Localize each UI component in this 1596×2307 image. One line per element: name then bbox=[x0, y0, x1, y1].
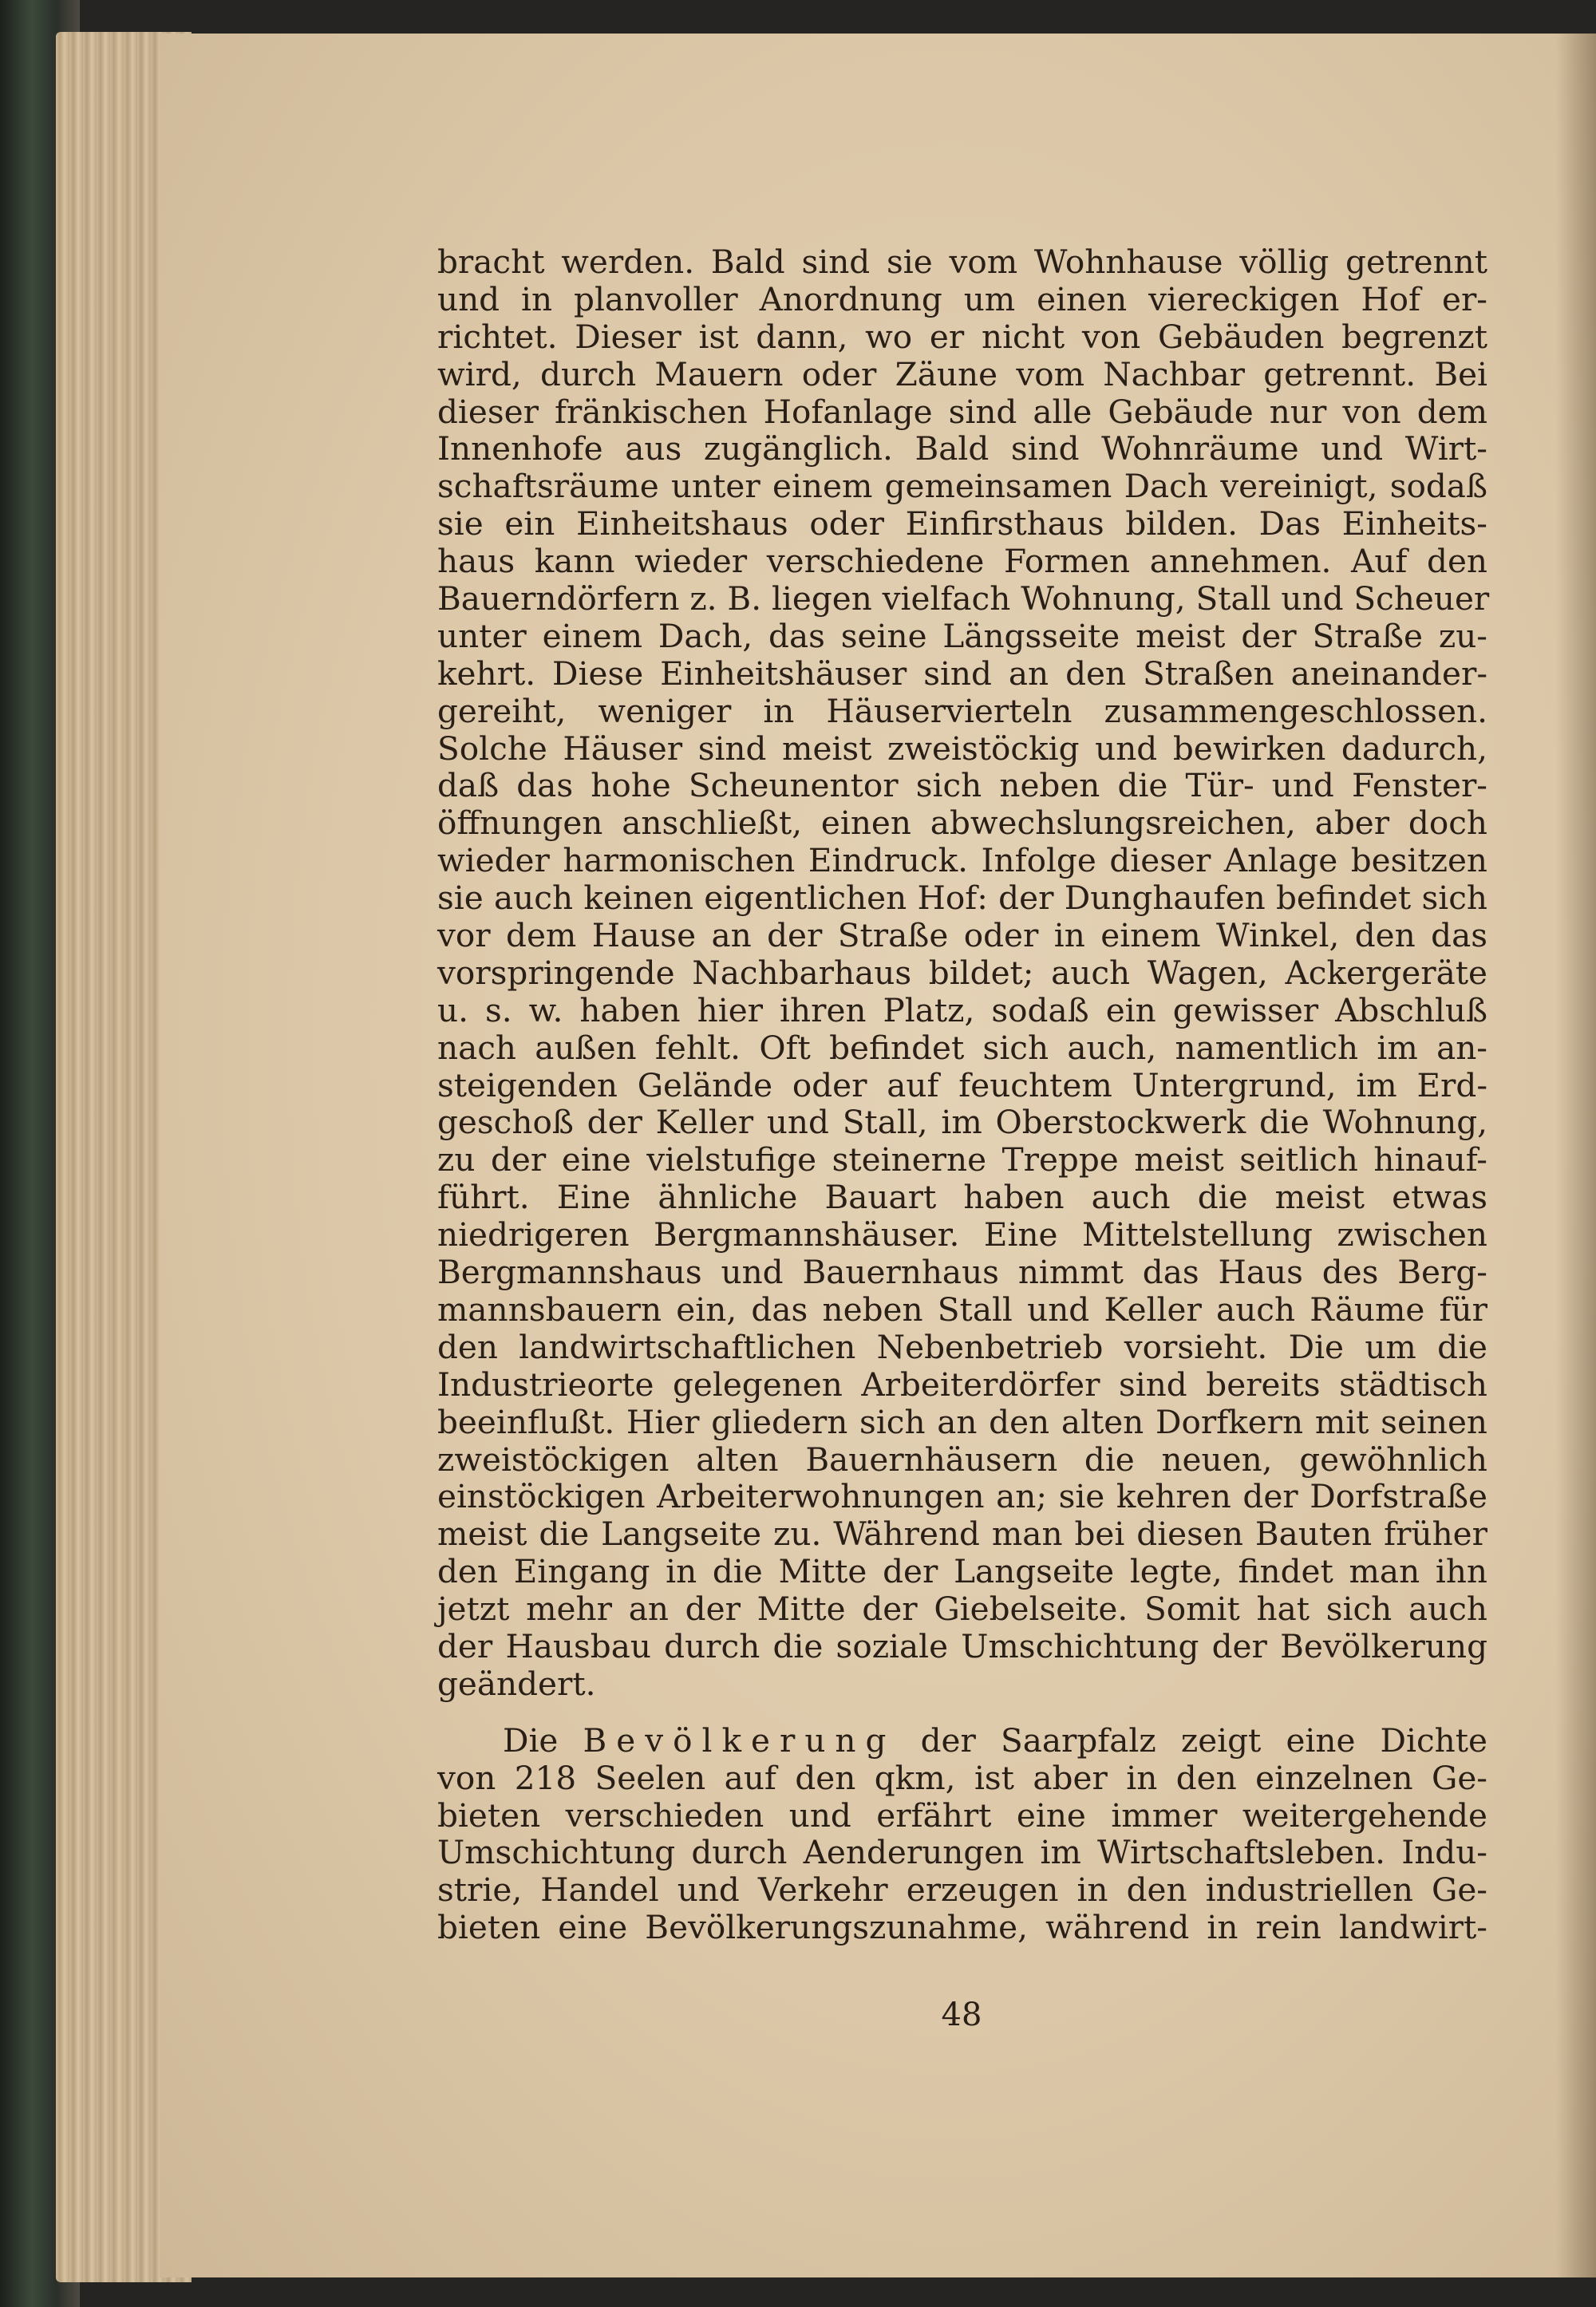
paragraph-first-line bbox=[437, 1722, 1487, 1760]
text-line: geändert. bbox=[437, 1664, 596, 1703]
text-line: nach außen fehlt. Oft befindet sich auch, namentlich im an- bbox=[437, 1028, 1487, 1067]
text-line: einstöckigen Arbeiterwohnungen an; sie kehren der Dorfstraße bbox=[437, 1477, 1487, 1516]
text-line: und in planvoller Anordnung um einen viereckigen Hof er- bbox=[437, 279, 1487, 318]
text-line: jetzt mehr an der Mitte der Giebelseite. Somit hat sich auch bbox=[437, 1590, 1487, 1629]
text-line: den landwirtschaftlichen Nebenbetrieb vorsieht. Die um die bbox=[437, 1327, 1487, 1366]
text-line: kehrt. Diese Einheitshäuser sind an den Straßen aneinander- bbox=[437, 654, 1487, 693]
text-line: öffnungen anschließt, einen abwechslungsreichen, aber doch bbox=[437, 804, 1487, 843]
page-number: 48 bbox=[941, 1997, 982, 2033]
text-line: mannsbauern ein, das neben Stall und Keller auch Räume für bbox=[437, 1290, 1487, 1329]
text-line: meist die Langseite zu. Während man bei diesen Bauten früher bbox=[437, 1515, 1487, 1554]
text-line: Umschichtung durch Aenderungen im Wirtschaftsleben. Indu- bbox=[437, 1833, 1487, 1872]
text-line: Industrieorte gelegenen Arbeiterdörfer sind bereits städtisch bbox=[437, 1365, 1487, 1404]
page-shadow bbox=[1556, 34, 1596, 2277]
text-line: sie auch keinen eigentlichen Hof: der Dunghaufen befindet sich bbox=[437, 879, 1487, 918]
text-line: strie, Handel und Verkehr erzeugen in den industriellen Ge- bbox=[437, 1870, 1487, 1910]
text-line: unter einem Dach, das seine Längsseite meist der Straße zu- bbox=[437, 616, 1487, 655]
text-line: führt. Eine ähnliche Bauart haben auch die meist etwas bbox=[437, 1178, 1487, 1217]
text-line: vorspringende Nachbarhaus bildet; auch Wagen, Ackergeräte bbox=[437, 953, 1487, 992]
text-line: vor dem Hause an der Straße oder in einem Winkel, den das bbox=[437, 916, 1487, 955]
text-line: sie ein Einheitshaus oder Einfirsthaus bilden. Das Einheits- bbox=[437, 504, 1487, 543]
text-line: von 218 Seelen auf den qkm, ist aber in den einzelnen Ge- bbox=[437, 1758, 1487, 1797]
text-line: den Eingang in die Mitte der Langseite legte, findet man ihn bbox=[437, 1552, 1487, 1591]
text-line: niedrigeren Bergmannshäuser. Eine Mittelstellung zwischen bbox=[437, 1215, 1487, 1254]
text-line: haus kann wieder verschiedene Formen annehmen. Auf den bbox=[437, 542, 1487, 581]
text-line: Bergmannshaus und Bauernhaus nimmt das Haus des Berg- bbox=[437, 1253, 1487, 1292]
body-text bbox=[437, 243, 1490, 1947]
paragraph-gap bbox=[437, 1703, 1487, 1722]
text-line: bracht werden. Bald sind sie vom Wohnhause völlig getrennt bbox=[437, 243, 1487, 281]
text-line: steigenden Gelände oder auf feuchtem Untergrund, im Erd- bbox=[437, 1065, 1487, 1104]
emphasized-word: Bevölkerung bbox=[583, 1720, 896, 1760]
text-line: u. s. w. haben hier ihren Platz, sodaß ein gewisser Abschluß bbox=[437, 990, 1487, 1029]
text-line: richtet. Dieser ist dann, wo er nicht von Gebäuden begrenzt bbox=[437, 317, 1487, 356]
text-line: geschoß der Keller und Stall, im Oberstockwerk die Wohnung, bbox=[437, 1103, 1487, 1142]
text-line: dieser fränkischen Hofanlage sind alle Gebäude nur von dem bbox=[437, 392, 1487, 431]
text-line: daß das hohe Scheunentor sich neben die Tür- und Fenster- bbox=[437, 766, 1487, 805]
text-line: gereiht, weniger in Häuservierteln zusammengeschlossen. bbox=[437, 691, 1487, 730]
text-line: zweistöckigen alten Bauernhäusern die neuen, gewöhnlich bbox=[437, 1440, 1487, 1479]
text-line: wieder harmonischen Eindruck. Infolge dieser Anlage besitzen bbox=[437, 841, 1487, 880]
text-fragment: Die bbox=[503, 1720, 583, 1760]
text-line: bieten eine Bevölkerungszunahme, während in rein landwirt- bbox=[437, 1908, 1487, 1947]
text-line: wird, durch Mauern oder Zäune vom Nachbar getrennt. Bei bbox=[437, 354, 1487, 393]
text-line: Innenhofe aus zugänglich. Bald sind Wohnräume und Wirt- bbox=[437, 429, 1487, 468]
text-fragment: der Saarpfalz zeigt eine Dichte bbox=[895, 1720, 1487, 1760]
text-line: Bauerndörfern z. B. liegen vielfach Wohnung, Stall und Scheuer bbox=[437, 579, 1490, 618]
text-line: schaftsräume unter einem gemeinsamen Dach vereinigt, sodaß bbox=[437, 467, 1487, 506]
text-line: der Hausbau durch die soziale Umschichtung der Bevölkerung bbox=[437, 1626, 1487, 1665]
text-line: bieten verschieden und erfährt eine immer weitergehende bbox=[437, 1795, 1487, 1835]
text-line: Solche Häuser sind meist zweistöckig und bewirken dadurch, bbox=[437, 729, 1487, 768]
text-line: zu der eine vielstufige steinerne Treppe meist seitlich hinauf- bbox=[437, 1140, 1487, 1179]
text-line: beeinflußt. Hier gliedern sich an den alten Dorfkern mit seinen bbox=[437, 1402, 1487, 1441]
